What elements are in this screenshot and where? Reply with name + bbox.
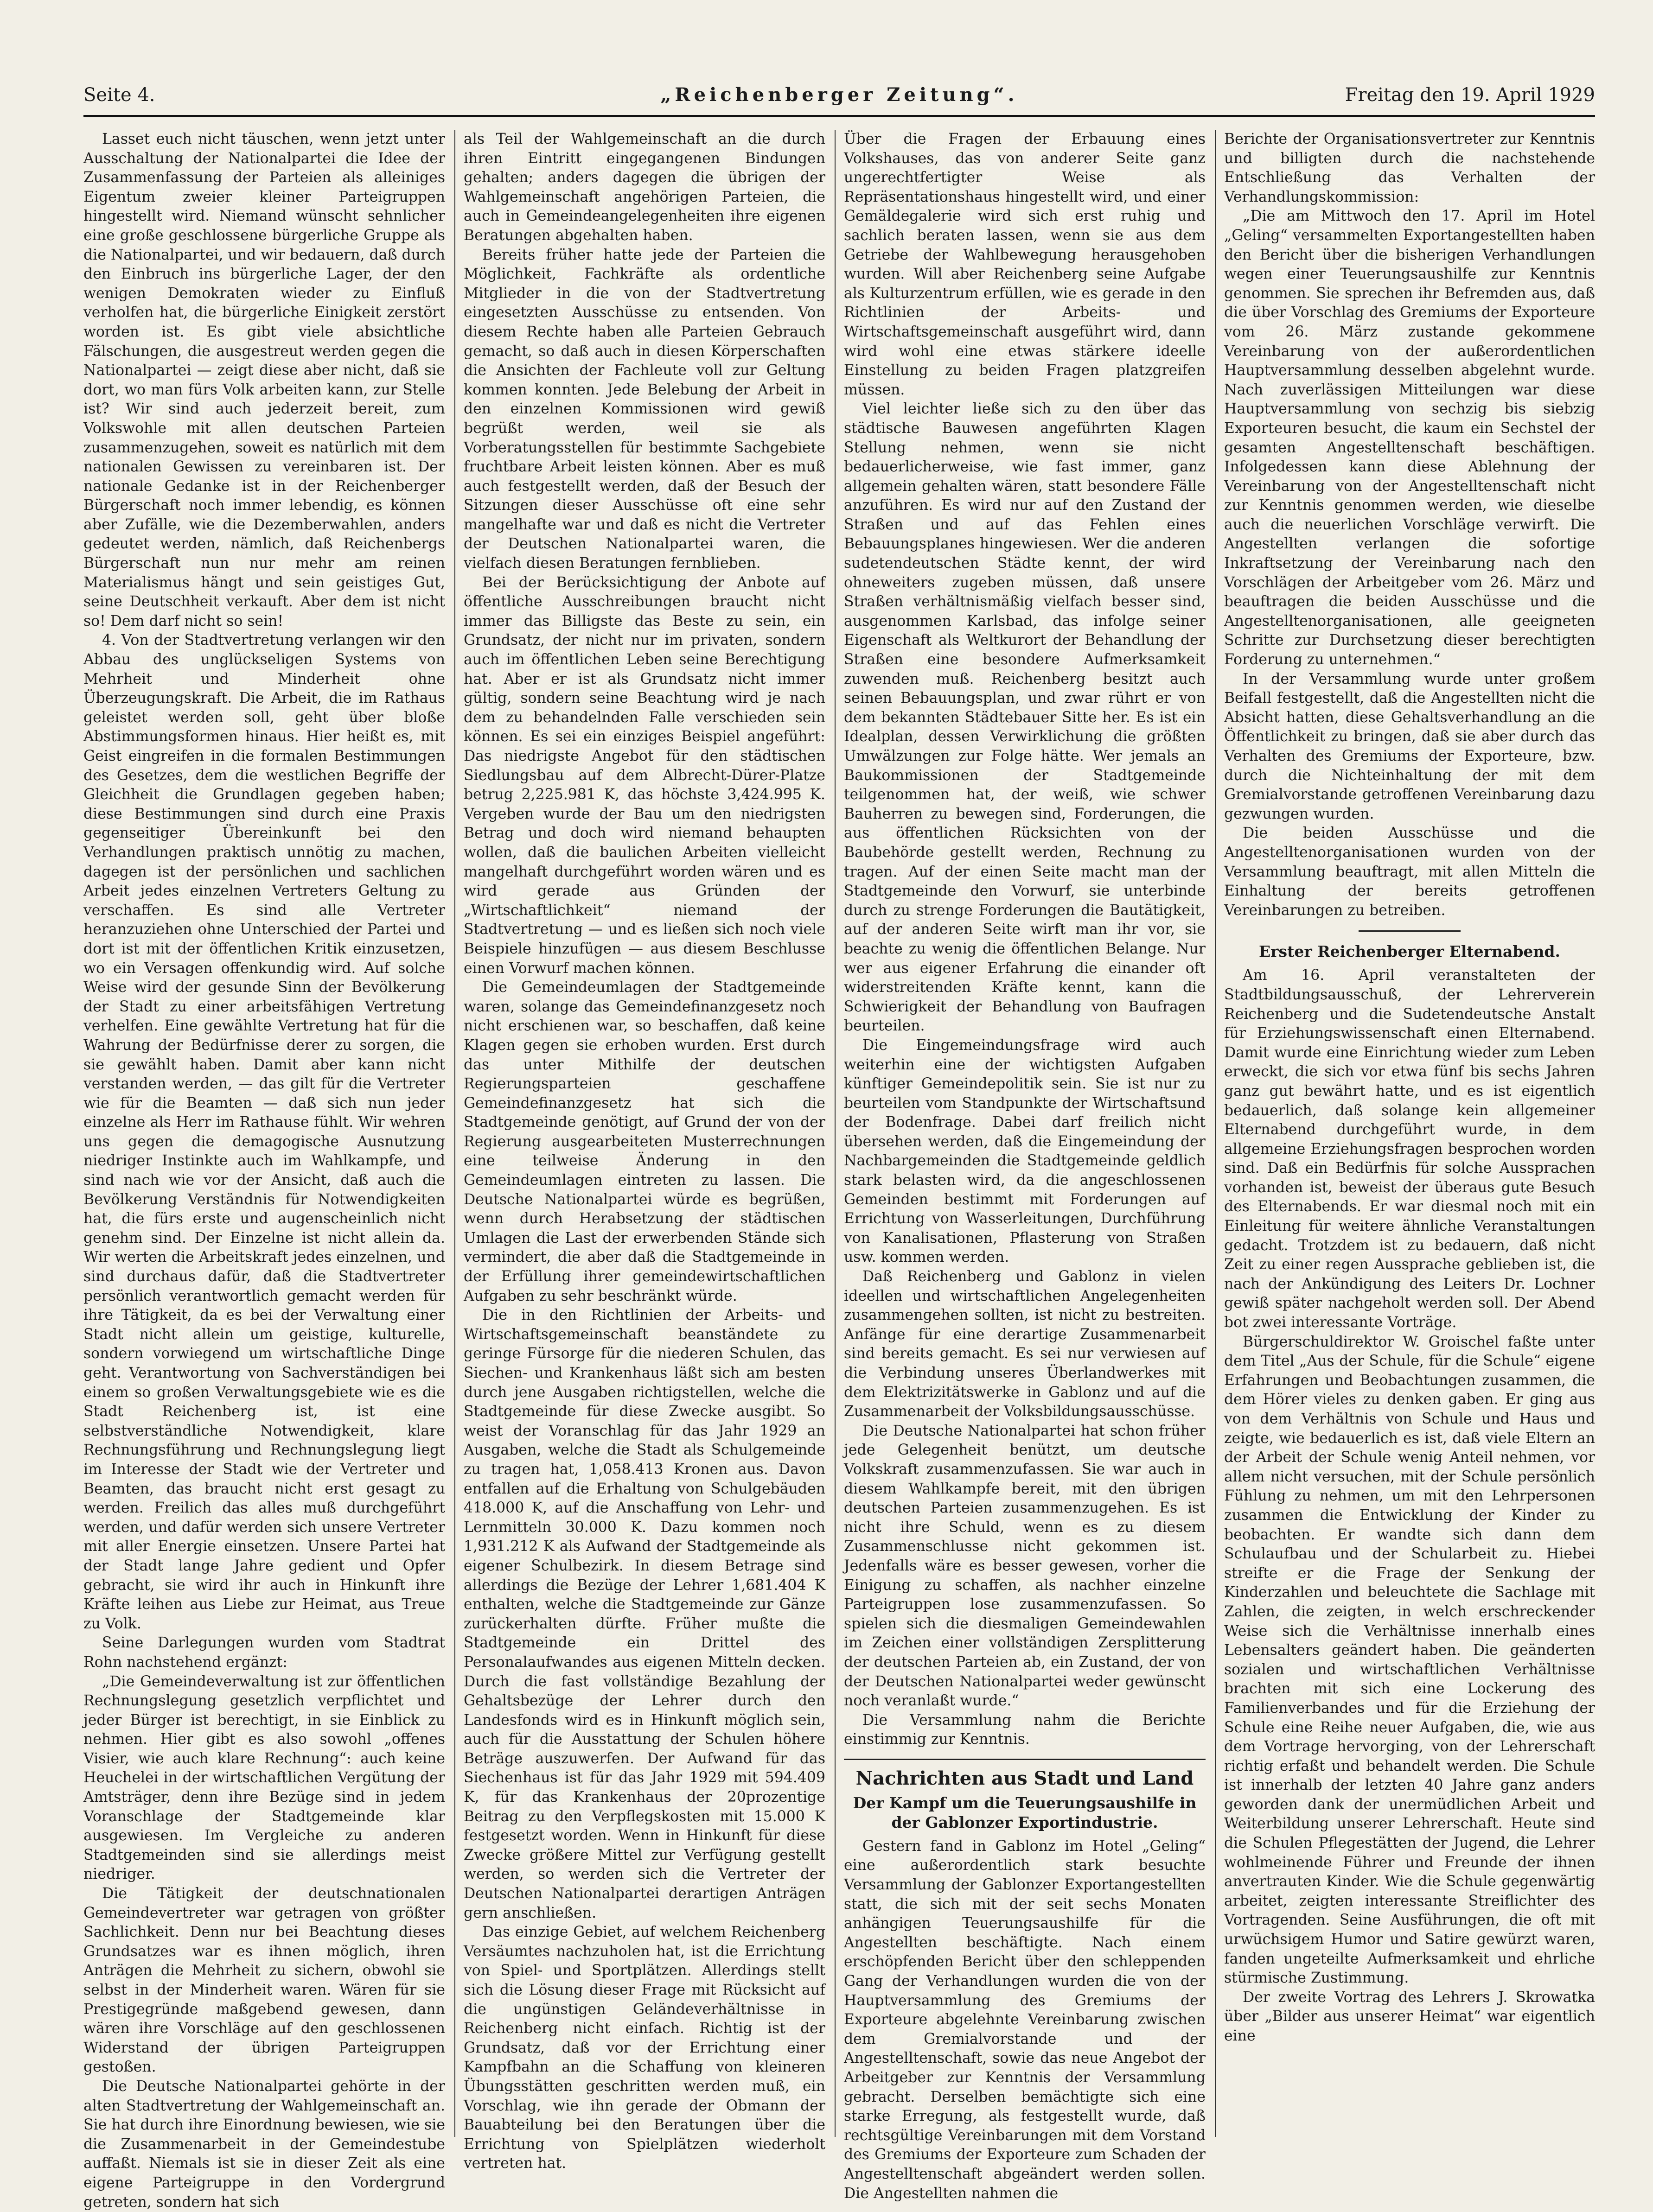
header-rule <box>83 115 1595 117</box>
column-divider <box>1215 130 1216 2137</box>
column-divider <box>454 130 455 2137</box>
paragraph: Seine Darlegungen wurden vom Stadtrat Rohn nachstehend ergänzt: <box>83 1634 445 1671</box>
paragraph: Gestern fand in Gablonz im Hotel „Geling“ eine außerordentlich stark besuchte Versammlung der Gablonzer Exportangestellten statt, die sich mit der seit sechs Monaten anhängigen Teuerungsaushilfe für die Angestellten beschäftigte. Nach einem erschöpfenden Bericht über den schleppenden Gang der Verhandlungen wurden die von der Hauptversammlung des Gremiums der Exporteure abgelehnte Vereinbarung zwischen dem Gremialvorstande und der Angestelltenschaft, sowie das neue Angebot der Arbeitgeber zur Kenntnis der Versammlung gebracht. Derselben bemächtigte sich eine starke Erregung, als festgestellt wurde, daß rechtsgültige Vereinbarungen mit dem Vorstand des Gremiums der Exporteure zum Schaden der Angestelltenschaft abgeändert werden sollen. Die Angestellten nahmen die <box>844 1837 1206 2202</box>
paragraph: Bereits früher hatte jede der Parteien die Möglichkeit, Fachkräfte als ordentliche Mitglieder in die von der Stadtvertretung eingesetzten Ausschüsse zu entsenden. Von diesem Rechte haben alle Parteien Gebrauch gemacht, so daß auch in diesen Körperschaften die Ansichten der Fachleute voll zur Geltung kommen konnten. Jede Belebung der Arbeit in den einzelnen Kommissionen wird gewiß begrüßt werden, weil sie als Vorberatungsstellen für bestimmte Sachgebiete fruchtbare Arbeit leisten können. Aber es muß auch festgestellt werden, daß der Besuch der Sitzungen dieser Ausschüsse oft eine sehr mangelhafte war und daß es nicht die Vertreter der Deutschen Nationalpartei waren, die vielfach diesen Beratungen fernblieben. <box>464 246 825 572</box>
paragraph: Bei der Berücksichtigung der Anbote auf öffentliche Ausschreibungen braucht nicht immer das Billigste das Beste zu sein, ein Grundsatz, der nicht nur im privaten, sondern auch im öffentlichen Leben seine Berechtigung hat. Aber er ist als Grundsatz nicht immer gültig, sondern seine Beachtung wird je nach dem zu behandelnden Falle verschieden sein können. Es sei ein einziges Beispiel angeführt: Das niedrigste Angebot für den städtischen Siedlungsbau auf dem Albrecht-Dürer-Platze betrug 2,225.981 K, das höchste 3,424.995 K. Vergeben wurde der Bau um den niedrigsten Betrag und doch wird niemand behaupten wollen, daß die baulichen Arbeiten vielleicht mangelhaft durchgeführt worden wären und es wird gerade aus Gründen der „Wirtschaftlichkeit“ niemand der Stadtvertretung — und es ließen sich noch viele Beispiele hinzufügen — aus diesem Beschlusse einen Vorwurf machen können. <box>464 574 825 977</box>
paragraph: Die Deutsche Nationalpartei gehörte in der alten Stadtvertretung der Wahlgemeinschaft an. Sie hat durch ihre Einordnung bewiesen, wie sie die Zusammenarbeit in der Gemeindestube auffaßt. Niemals ist sie in dieser Zeit als eine eigene Parteigruppe in den Vordergrund getreten, sondern hat sich <box>83 2078 445 2211</box>
paragraph: als Teil der Wahlgemeinschaft an die durch ihren Eintritt eingegangenen Bindungen gehalten; anders dagegen die übrigen der Wahlgemeinschaft angehörigen Parteien, die auch in Gemeindeangelegenheiten ihre eigenen Beratungen abgehalten haben. <box>464 131 825 244</box>
column-1 <box>83 130 445 2211</box>
paragraph: Bürgerschuldirektor W. Groischel faßte unter dem Titel „Aus der Schule, für die Schule“ eigene Erfahrungen und Beobachtungen zusammen, die dem Hörer vieles zu denken gaben. Er ging aus von dem Verhältnis von Schule und Haus und zeigte, wie bedauerlich es ist, daß viele Eltern an der Arbeit der Schule wenig Anteil nehmen, vor allem nicht versuchen, mit der Schule persönlich Fühlung zu nehmen, um mit den Lehrpersonen zusammen die Entwicklung der Kinder zu beobachten. Er wandte sich dann dem Schulaufbau und der Schularbeit zu. Hiebei streifte er die Frage der Senkung der Kinderzahlen und beleuchtete die Sachlage mit Zahlen, die zeigten, in welch erschreckender Weise sich die Verhältnisse innerhalb eines Lebensalters geändert haben. Die geänderten sozialen und wirtschaftlichen Verhältnisse brachten mit sich eine Lockerung des Familienverbandes und für die Erziehung der Schule eine Reihe neuer Aufgaben, die, wie aus dem Vortrage hervorging, von der Lehrerschaft richtig erfaßt und behandelt werden. Die Schule ist innerhalb der letzten 40 Jahre ganz anders geworden dank der unermüdlichen Arbeit und Weiterbildung unserer Lehrerschaft. Heute sind die Schulen Pflegestätten der Jugend, die Lehrer wohlmeinende Führer und Freunde der ihnen anvertrauten Kinder. Wie die Schule gegenwärtig arbeitet, zeigten interessante Streiflichter des Vortragenden. Seine Ausführungen, die oft mit urwüchsigem Humor und Satire gewürzt waren, fanden ungeteilte Aufmerksamkeit und ehrliche stürmische Zustimmung. <box>1224 1333 1595 1987</box>
article-heading: Erster Reichenberger Elternabend. <box>1259 942 1560 961</box>
paragraph: Lasset euch nicht täuschen, wenn jetzt unter Ausschaltung der Nationalpartei die Idee der Zusammenfassung der Parteien als alleiniges Eigentum zweier kleiner Parteigruppen hingestellt wird. Niemand wünscht sehnlicher eine große geschlossene bürgerliche Gruppe als die Nationalpartei, und wir bedauern, daß durch den Einbruch ins bürgerliche Lager, der den wenigen Demokraten wieder zu Einfluß verholfen hat, die bürgerliche Einigkeit zerstört worden ist. Es gibt viele absichtliche Fälschungen, die ausgestreut werden gegen die Nationalpartei — zeigt diese aber nicht, daß sie dort, wo man fürs Volk arbeiten kann, zur Stelle ist? Wir sind auch jederzeit bereit, zum Volkswohle mit allen deutschen Parteien zusammenzugehen, soweit es natürlich mit dem nationalen Gewissen zu vereinbaren ist. Der nationale Gedanke ist in der Reichenberger Bürgerschaft noch immer lebendig, es können aber Zufälle, wie die Dezemberwahlen, anders gedeutet werden, nämlich, daß Reichenbergs Bürgerschaft nun nur mehr am reinen Materialismus hängt und sein geistiges Gut, seine Deutschheit verkauft. Aber dem ist nicht so! Dem darf nicht so sein! <box>83 131 445 629</box>
paragraph: Daß Reichenberg und Gablonz in vielen ideellen und wirtschaftlichen Angelegenheiten zusammengehen sollten, ist nicht zu bestreiten. Anfänge für eine derartige Zusammenarbeit sind bereits gemacht. Es sei nur verwiesen auf die Verbindung unseres Überlandwerkes mit dem Elektrizitätswerke in Gablonz und auf die Zusammenarbeit der Volksbildungsausschüsse. <box>844 1268 1206 1420</box>
issue-date: Freitag den 19. April 1929 <box>1345 84 1595 106</box>
paragraph: Viel leichter ließe sich zu den über das städtische Bauwesen angeführten Klagen Stellung nehmen, wenn sie nicht bedauerlicherweise, wie fast immer, ganz allgemein gehalten wären, statt besondere Fälle anzuführen. Es wird nur auf den Zustand der Straßen und auf das Fehlen eines Bebauungsplanes hingewiesen. Wer die anderen sudetendeutschen Städte kennt, der wird ohneweiters zugeben müssen, daß unsere Straßen verhältnismäßig vielfach besser sind, ausgenommen Karlsbad, das infolge seiner Eigenschaft als Weltkurort der Behandlung der Straßen eine besondere Aufmerksamkeit zuwenden muß. Reichenberg besitzt auch seinen Bebauungsplan, und zwar rührt er von dem bekannten Städtebauer Sitte her. Es ist ein Idealplan, dessen Verwirklichung die größten Umwälzungen zur Folge hätte. Wer jemals an Baukommissionen der Stadtgemeinde teilgenommen hat, der weiß, wie schwer Bauherren zu bewegen sind, Forderungen, die aus öffentlichen Rücksichten von der Baubehörde gestellt werden, Rechnung zu tragen. Auf der einen Seite macht man der Stadtgemeinde den Vorwurf, sie unterbinde durch zu strenge Forderungen die Bautätigkeit, auf der anderen Seite wirft man ihr vor, sie beachte zu wenig die öffentlichen Belange. Nur wer aus eigener Erfahrung die einander oft widerstreitenden Kräfte kennt, kann die Schwierigkeit der Behandlung von Baufragen beurteilen. <box>844 400 1206 1035</box>
article-separator <box>1359 930 1461 932</box>
paragraph: Die Tätigkeit der deutschnationalen Gemeindevertreter war getragen von größter Sachlichkeit. Denn nur bei Beachtung dieses Grundsatzes war es ihnen möglich, ihren Anträgen die Mehrheit zu sichern, obwohl sie selbst in der Minderheit waren. Wären für sie Prestigegründe maßgebend gewesen, dann wären ihre Vorschläge auf den geschlossenen Widerstand der übrigen Parteigruppen gestoßen. <box>83 1885 445 2076</box>
article-heading: Der Kampf um die Teuerungsaushilfe in der Gablonzer Exportindustrie. <box>853 1793 1197 1831</box>
paragraph: Die Gemeindeumlagen der Stadtgemeinde waren, solange das Gemeindefinanzgesetz noch nicht erschienen war, so beschaffen, daß keine Klagen gegen sie erhoben wurden. Erst durch das unter Mithilfe der deutschen Regierungsparteien geschaffene Gemeindefinanzgesetz hat sich die Stadtgemeinde genötigt, auf Grund der von der Regierung ausgearbeiteten Musterrechnungen eine teilweise Änderung in den Gemeindeumlagen eintreten zu lassen. Die Deutsche Nationalpartei würde es begrüßen, wenn durch Herabsetzung der städtischen Umlagen die Last der erwerbenden Stände sich vermindert, die aber daß die Stadtgemeinde in der Erfüllung ihrer gemeindewirtschaftlichen Aufgaben zu sehr beschränkt würde. <box>464 979 825 1304</box>
paragraph: „Die Gemeindeverwaltung ist zur öffentlichen Rechnungslegung gesetzlich verpflichtet und jeder Bürger ist berechtigt, in sie Einblick zu nehmen. Hier gibt es also sowohl „offenes Visier, wie auch klare Rechnung“: auch keine Heuchelei in der wirtschaftlichen Vergütung der Amtsträger, denn ihre Bezüge sind in jedem Voranschlage der Stadtgemeinde klar ausgewiesen. Im Vergleiche zu anderen Stadtgemeinden sind sie allerdings meist niedriger. <box>83 1673 445 1883</box>
paragraph: Die in den Richtlinien der Arbeits- und Wirtschaftsgemeinschaft beanständete zu geringe Fürsorge für die niederen Schulen, das Siechen- und Krankenhaus läßt sich am besten durch jene Ausgaben richtigstellen, welche die Stadtgemeinde für diese Zwecke ausgibt. So weist der Voranschlag für das Jahr 1929 an Ausgaben, welche die Stadt als Schulgemeinde zu tragen hat, 1,058.413 Kronen aus. Davon entfallen auf die Erhaltung von Schulgebäuden 418.000 K, auf die Anschaffung von Lehr- und Lernmitteln 30.000 K. Dazu kommen noch 1,931.212 K als Aufwand der Stadtgemeinde als eigener Schulbezirk. In diesem Betrage sind allerdings die Bezüge der Lehrer 1,681.404 K enthalten, welche die Stadtgemeinde zur Gänze zurückerhalten dürfte. Früher mußte die Stadtgemeinde ein Drittel des Personalaufwandes aus eigenen Mitteln decken. Durch die fast vollständige Bezahlung der Gehaltsbezüge der Lehrer durch den Landesfonds wird es in Hinkunft möglich sein, auch für die Ausstattung der Schulen höhere Beträge auszuwerfen. Der Aufwand für das Siechenhaus ist für das Jahr 1929 mit 594.409 K, für das Krankenhaus der 20prozentige Beitrag zu den Verpflegskosten mit 15.000 K festgesetzt worden. Wenn in Hinkunft für diese Zwecke größere Mittel zur Verfügung gestellt werden, so werden sich die Vertreter der Deutschen Nationalpartei derartigen Anträgen gern anschließen. <box>464 1307 825 1921</box>
column-3 <box>844 130 1206 2202</box>
section-rule <box>844 1759 1206 1760</box>
column-divider <box>835 130 836 2137</box>
paragraph: Der zweite Vortrag des Lehrers J. Skrowatka über „Bilder aus unserer Heimat“ war eigentlich eine <box>1224 1989 1595 2044</box>
paragraph: 4. Von der Stadtvertretung verlangen wir den Abbau des unglückseligen Systems von Mehrheit und Minderheit ohne Überzeugungskraft. Die Arbeit, die im Rathaus geleistet werden soll, geht über bloße Abstimmungsformen hinaus. Hier heißt es, mit Geist eingreifen in die formalen Bestimmungen des Gesetzes, dem die westlichen Begriffe der Gleichheit die Grundlagen gegeben haben; diese Bestimmungen sind durch eine Praxis gegenseitiger Übereinkunft bei den Verhandlungen praktisch unnötig zu machen, dagegen ist der persönlichen und sachlichen Arbeit jedes einzelnen Vertreters Geltung zu verschaffen. Es sind alle Vertreter heranzuziehen ohne Unterschied der Partei und dort ist mit der öffentlichen Kritik einzusetzen, wo ein Versagen offenkundig wird. Auf solche Weise wird der gesunde Sinn der Bevölkerung der Stadt zu einer arbeitsfähigen Vertretung verhelfen. Eine gewählte Vertretung hat für die Wahrung der Bedürfnisse derer zu sorgen, die sie gewählt haben. Damit aber kann nicht verstanden werden, — das gilt für die Vertreter wie für die Beamten — daß sich nun jeder einzelne als Herr im Rathause fühlt. Wir wehren uns gegen die demagogische Ausnutzung niedriger Instinkte auch im Wahlkampfe, und sind nach wie vor der Ansicht, daß auch die Bevölkerung Verständnis für Notwendigkeiten hat, die fürs erste und augenscheinlich nicht genehm sind. Der Einzelne ist nicht allein da. Wir werten die Arbeitskraft jedes einzelnen, und sind durchaus dafür, daß die Stadtvertreter persönlich verantwortlich gemacht werden für ihre Tätigkeit, da es bei der Verwaltung einer Stadt nicht allein um geistige, kulturelle, sondern vorwiegend um wirtschaftliche Dinge geht. Verantwortung von Sachverständigen bei einem so großen Verwaltungsgebiete wie es die Stadt Reichenberg ist, ist eine selbstverständliche Notwendigkeit, klare Rechnungsführung und Rechnungslegung liegt im Interesse der Stadt wie der Vertreter und Beamten, das braucht nicht erst gesagt zu werden. Freilich das alles muß durchgeführt werden, und dafür werden sich unsere Vertreter mit aller Energie einsetzen. Unsere Partei hat der Stadt lange Jahre gedient und Opfer gebracht, sie wird ihr auch in Hinkunft ihre Kräfte leihen aus Liebe zur Heimat, aus Treue zu Volk. <box>83 632 445 1632</box>
paragraph: Das einzige Gebiet, auf welchem Reichenberg Versäumtes nachzuholen hat, ist die Errichtung von Spiel- und Sportplätzen. Allerdings stellt sich die Lösung dieser Frage mit Rücksicht auf die ungünstigen Geländeverhältnisse in Reichenberg nicht einfach. Richtig ist der Grundsatz, daß vor der Errichtung einer Kampfbahn an die Schaffung von kleineren Übungsstätten geschritten werden muß, ein Vorschlag, wie ihn gerade der Obmann der Bauabteilung bei den Beratungen über die Errichtung von Spielplätzen wiederholt vertreten hat. <box>464 1924 825 2172</box>
paragraph: Die Versammlung nahm die Berichte einstimmig zur Kenntnis. <box>844 1711 1206 1748</box>
paragraph: „Die am Mittwoch den 17. April im Hotel „Geling“ versammelten Exportangestellten haben den Bericht über die bisherigen Verhandlungen wegen einer Teuerungsaushilfe zur Kenntnis genommen. Sie sprechen ihr Befremden aus, daß die über Vorschlag des Gremiums der Exporteure vom 26. März zustande gekommene Vereinbarung von der außerordentlichen Hauptversammlung desselben abgelehnt wurde. Nach zuverlässigen Mitteilungen war diese Hauptversammlung von sechzig bis siebzig Exporteuren besucht, die kaum ein Sechstel der gesamten Angestelltenschaft beschäftigen. Infolgedessen kann diese Ablehnung der Vereinbarung von der Angestelltenschaft nicht zur Kenntnis genommen werden, wie dieselbe auch die neuerlichen Vorschläge verwirft. Die Angestellten verlangen die sofortige Inkraftsetzung der Vereinbarung nach den Vorschlägen der Arbeitgeber vom 26. März und beauftragen die beiden Ausschüsse und die Angestelltenorganisationen, alle geeigneten Schritte zur Durchsetzung dieser berechtigten Forderung zu unternehmen.“ <box>1224 208 1595 668</box>
newspaper-page <box>83 79 1595 2211</box>
paragraph: Die Deutsche Nationalpartei hat schon früher jede Gelegenheit benützt, um deutsche Volkskraft zusammenzufassen. Sie war auch in diesem Wahlkampfe bereit, mit den übrigen deutschen Parteien zusammenzugehen. Es ist nicht ihre Schuld, wenn es zu diesem Zusammenschlusse nicht gekommen ist. Jedenfalls wäre es besser gewesen, vorher die Einigung zu schaffen, als nachher einzelne Parteigruppen lose zusammenzufassen. So spielen sich die diesmaligen Gemeindewahlen im Zeichen einer vollständigen Zersplitterung der deutschen Parteien ab, ein Zustand, der von der Deutschen Nationalpartei weder gewünscht noch veranlaßt wurde.“ <box>844 1422 1206 1710</box>
column-4 <box>1224 130 1595 2137</box>
paragraph: In der Versammlung wurde unter großem Beifall festgestellt, daß die Angestellten nicht die Absicht hatten, diese Gehaltsverhandlung an die Öffentlichkeit zu bringen, daß sie aber durch das Verhalten des Gremiums der Exporteure, bzw. durch die Nichteinhaltung der mit dem Gremialvorstande getroffenen Vereinbarung dazu gezwungen wurden. <box>1224 670 1595 822</box>
section-heading: Nachrichten aus Stadt und Land <box>855 1767 1194 1789</box>
paragraph: Die Eingemeindungsfrage wird auch weiterhin eine der wichtigsten Aufgaben künftiger Gemeindepolitik sein. Sie ist nur zu beurteilen vom Standpunkte der Wirtschaftsund der Bodenfrage. Dabei darf freilich nicht übersehen werden, daß die Eingemeindung der Nachbargemeinden die Stadtgemeinde geldlich stark belasten wird, da die angeschlossenen Gemeinden bestimmt mit Forderungen auf Errichtung von Wasserleitungen, Durchführung von Kanalisationen, Pflasterung von Straßen usw. kommen werden. <box>844 1036 1206 1266</box>
paragraph: Über die Fragen der Erbauung eines Volkshauses, das von anderer Seite ganz ungerechtfertigter Weise als Repräsentationshaus hingestellt wird, und einer Gemäldegalerie wird sich erst ruhig und sachlich beraten lassen, wenn sie aus dem Getriebe der Wahlbewegung herausgehoben wurden. Will aber Reichenberg seine Aufgabe als Kulturzentrum erfüllen, wie es gerade in den Richtlinien der Arbeits- und Wirtschaftsgemeinschaft ausgeführt wird, dann wird wohl eine etwas stärkere ideelle Einstellung zu beiden Fragen platzgreifen müssen. <box>844 131 1206 398</box>
paragraph: Am 16. April veranstalteten der Stadtbildungsausschuß, der Lehrerverein Reichenberg und die Sudetendeutsche Anstalt für Erziehungswissenschaft einen Elternabend. Damit wurde eine Einrichtung wieder zum Leben erweckt, die sich vor etwa fünf bis sechs Jahren ganz gut bewährt hatte, und es ist eigentlich bedauerlich, daß solange kein allgemeiner Elternabend durchgeführt wurde, in dem allgemeine Erziehungsfragen besprochen worden sind. Daß ein Bedürfnis für solche Aussprachen vorhanden ist, beweist der überaus gute Besuch des Elternabends. Er war diesmal noch mit ein Einleitung für weitere ähnliche Veranstaltungen gedacht. Trotzdem ist zu bedauern, daß nicht Zeit zu einer regen Aussprache geblieben ist, die nach der Ankündigung des Leiters Dr. Lochner gewiß später nachgeholt werden soll. Der Abend bot zwei interessante Vorträge. <box>1224 967 1595 1331</box>
column-2 <box>464 130 825 2172</box>
paragraph: Berichte der Organisationsvertreter zur Kenntnis und billigten durch die nachstehende Entschließung das Verhalten der Verhandlungskommission: <box>1224 131 1595 205</box>
masthead <box>83 79 1595 111</box>
paragraph: Die beiden Ausschüsse und die Angestelltenorganisationen wurden von der Versammlung beauftragt, mit allen Mitteln die Einhaltung der bereits getroffenen Vereinbarungen zu betreiben. <box>1224 825 1595 919</box>
page-number: Seite 4. <box>83 84 155 106</box>
newspaper-title: „Reichenberger Zeitung“. <box>660 84 1018 106</box>
